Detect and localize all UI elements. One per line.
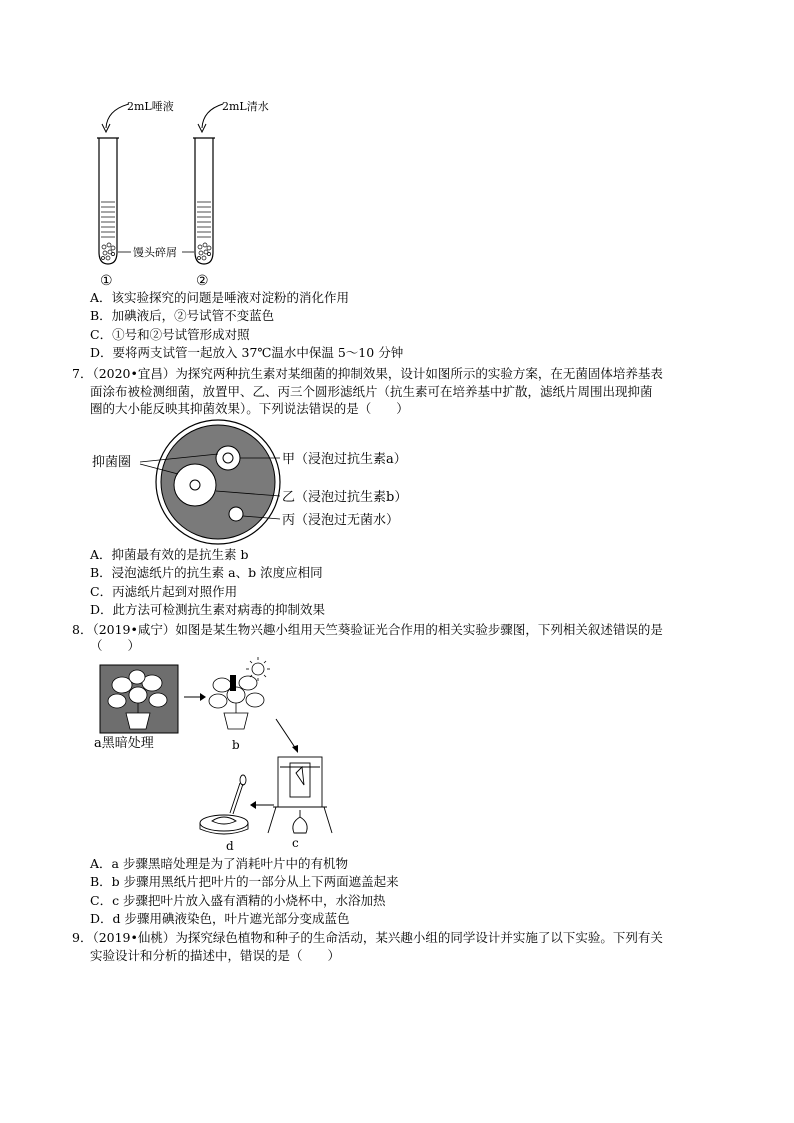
test-tube-1: [97, 138, 119, 264]
step-c-label: c: [292, 836, 299, 850]
q8-option-a: A．a 步骤黑暗处理是为了消耗叶片中的有机物: [90, 856, 348, 871]
q7-option-c: C．丙滤纸片起到对照作用: [90, 584, 238, 599]
q7-stem-line-2: 面涂布被检测细菌，放置甲、乙、丙三个圆形滤纸片（抗生素可在培养基中扩散，滤纸片周围出现抑菌: [90, 384, 653, 399]
step-b-label: b: [232, 738, 240, 752]
tube1-number: ①: [100, 273, 113, 289]
step-c-water-bath: [268, 757, 332, 833]
step-b-plant-in-light: [209, 675, 264, 729]
disc-b-label: 乙（浸泡过抗生素b）: [282, 490, 408, 505]
q6-option-c: C．①号和②号试管形成对照: [90, 327, 250, 342]
disc-c-label: 丙（浸泡过无菌水）: [282, 513, 400, 528]
tube2-label: 2mL清水: [222, 100, 269, 113]
q7-option-a: A．抑菌最有效的是抗生素 b: [90, 547, 249, 562]
step-d-label: d: [226, 839, 234, 853]
step-a-dark-box: [100, 665, 178, 733]
q8-option-b: B．b 步骤用黑纸片把叶片的一部分从上下两面遮盖起来: [90, 874, 399, 889]
q7-stem-line-1: 7．（2020•宜昌）为探究两种抗生素对某细菌的抑制效果，设计如图所示的实验方案，在无菌固体培养基表: [72, 366, 663, 381]
q8-stem-line-1: 8．（2019•咸宁）如图是某生物兴趣小组用天竺葵验证光合作用的相关实验步骤图，下列相关叙述错误的是: [72, 622, 663, 637]
disc-a: [216, 446, 240, 470]
disc-c: [229, 507, 243, 521]
q7-option-d: D．此方法可检测抗生素对病毒的抑制效果: [90, 602, 326, 617]
test-tube-2: [193, 138, 215, 264]
q9-stem-line-2: 实验设计和分析的描述中，错误的是（ ）: [90, 948, 341, 963]
crumb-label: 馒头碎屑: [133, 246, 177, 259]
q8-stem-line-2: （ ）: [90, 638, 141, 653]
step-d-iodine-staining: [200, 775, 248, 834]
q6-option-d: D．要将两支试管一起放入 37℃温水中保温 5～10 分钟: [90, 345, 404, 360]
q7-option-b: B．浸泡滤纸片的抗生素 a、b 浓度应相同: [90, 565, 323, 580]
tube2-number: ②: [196, 273, 209, 289]
q6-option-b: B．加碘液后，②号试管不变蓝色: [90, 308, 275, 323]
tube1-label: 2mL唾液: [127, 100, 174, 113]
step-a-label: a黑暗处理: [94, 736, 154, 751]
disc-a-label: 甲（浸泡过抗生素a）: [282, 452, 407, 467]
petri-dish-figure: [88, 418, 428, 548]
inhibition-zone-label: 抑菌圈: [92, 455, 132, 470]
q9-stem-line-1: 9．（2019•仙桃）为探究绿色植物和种子的生命活动，某兴趣小组的同学设计并实施了以下实验。下列有关: [72, 930, 663, 945]
disc-b: [174, 464, 216, 506]
q6-option-a: A．该实验探究的问题是唾液对淀粉的消化作用: [90, 290, 350, 305]
q8-option-d: D．d 步骤用碘液染色，叶片遮光部分变成蓝色: [90, 911, 350, 926]
test-tube-figure: [85, 92, 275, 292]
q7-stem-line-3: 圈的大小能反映其抑菌效果）。下列说法错误的是（ ）: [90, 401, 409, 416]
photosynthesis-steps-figure: [90, 655, 360, 855]
q8-option-c: C．c 步骤把叶片放入盛有酒精的小烧杯中，水浴加热: [90, 893, 386, 908]
